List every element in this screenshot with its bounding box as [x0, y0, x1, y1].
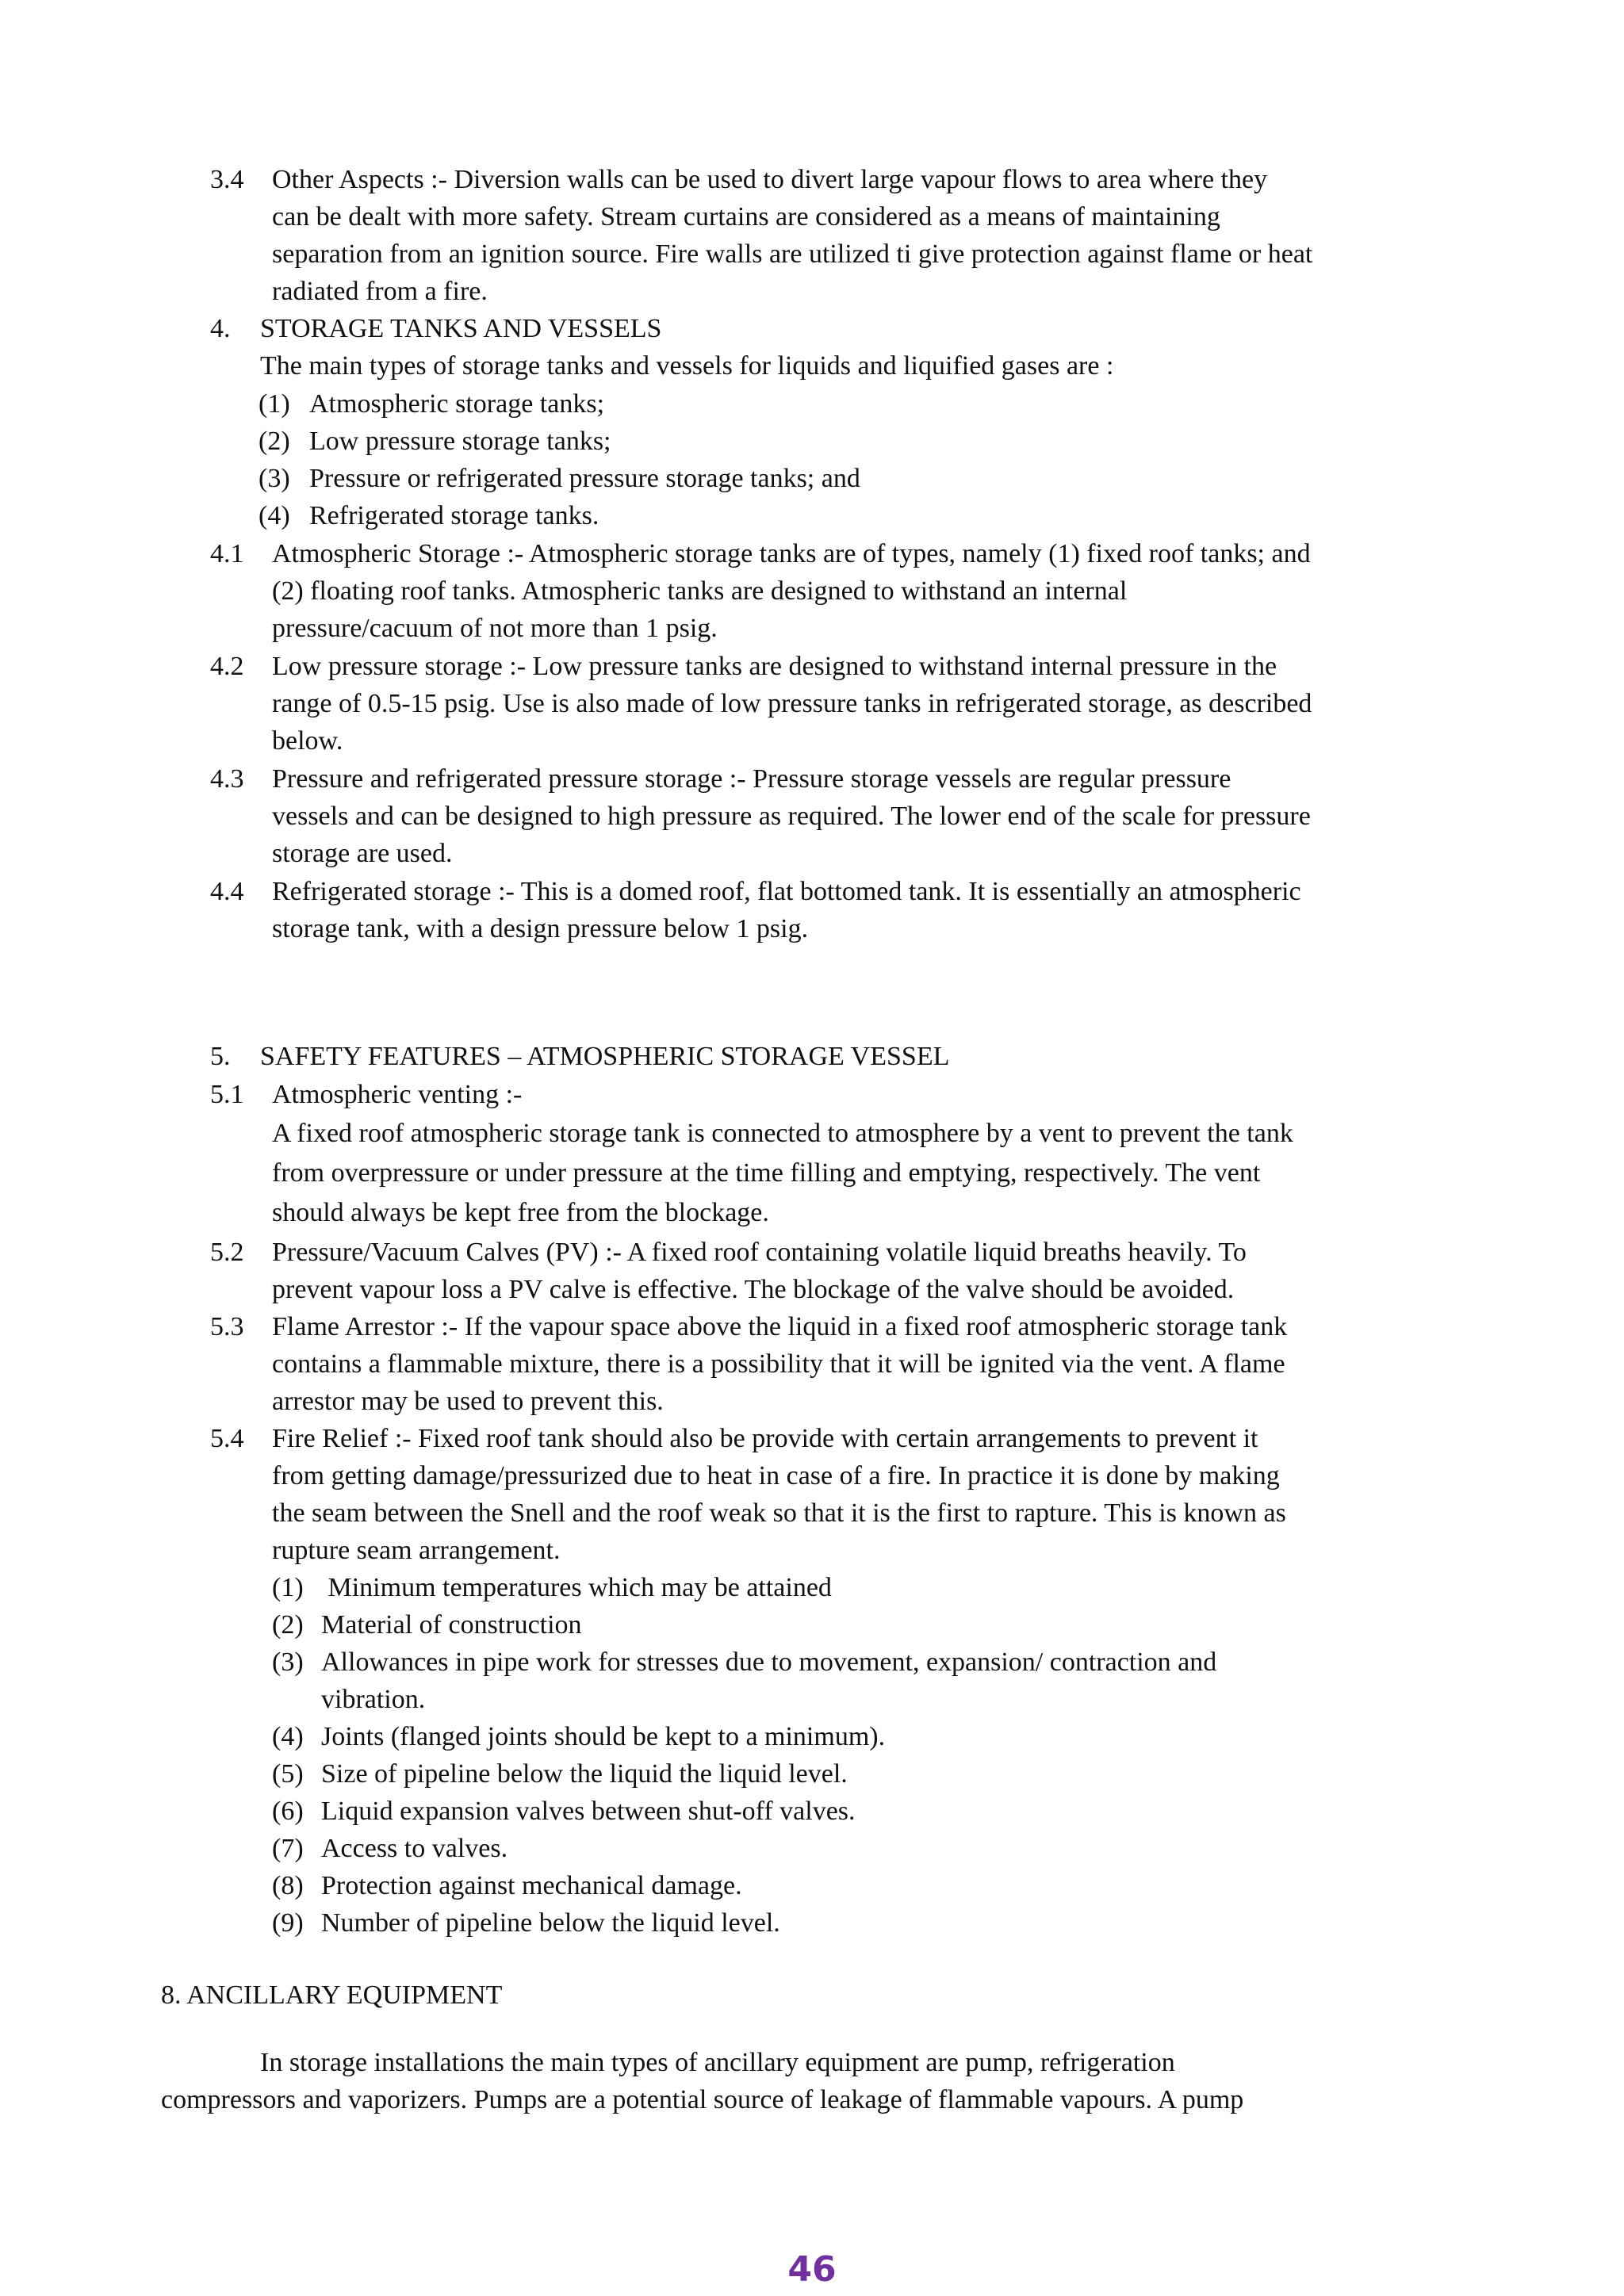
- paragraph-line: pressure/cacuum of not more than 1 psig.: [272, 614, 718, 643]
- section-heading: 8. ANCILLARY EQUIPMENT: [161, 1980, 503, 2010]
- section-number: 4.3: [210, 764, 244, 794]
- list-item: Allowances in pipe work for stresses due to movement, expansion/ contraction and: [321, 1647, 1217, 1677]
- paragraph-line: Pressure/Vacuum Calves (PV) :- A fixed roof containing volatile liquid breaths heavily. To: [272, 1238, 1247, 1267]
- paragraph-line: radiated from a fire.: [272, 277, 488, 306]
- paragraph-line: Atmospheric Storage :- Atmospheric storage tanks are of types, namely (1) fixed roof tanks; and: [272, 539, 1311, 568]
- list-item-number: (1): [272, 1573, 304, 1602]
- list-item: Material of construction: [321, 1610, 582, 1640]
- paragraph-line: Flame Arrestor :- If the vapour space above the liquid in a fixed roof atmospheric storage tank: [272, 1312, 1288, 1341]
- paragraph-line: Other Aspects :- Diversion walls can be used to divert large vapour flows to area where they: [272, 165, 1268, 194]
- list-item: Minimum temperatures which may be attained: [321, 1573, 832, 1602]
- paragraph-line: (2) floating roof tanks. Atmospheric tanks are designed to withstand an internal: [272, 576, 1128, 606]
- section-heading: STORAGE TANKS AND VESSELS: [260, 314, 662, 343]
- paragraph-line: vessels and can be designed to high pressure as required. The lower end of the scale for pressure: [272, 802, 1311, 831]
- paragraph-line: contains a flammable mixture, there is a possibility that it will be ignited via the vent. A flame: [272, 1349, 1285, 1379]
- list-item: Refrigerated storage tanks.: [309, 501, 599, 530]
- paragraph-line: Fire Relief :- Fixed roof tank should also be provide with certain arrangements to prevent it: [272, 1424, 1258, 1453]
- section-number: 4.: [210, 314, 231, 343]
- paragraph-line: storage tank, with a design pressure below 1 psig.: [272, 914, 809, 943]
- section-number: 4.2: [210, 652, 244, 681]
- list-item-number: (6): [272, 1797, 304, 1826]
- list-item: Joints (flanged joints should be kept to a minimum).: [321, 1722, 886, 1751]
- list-item: Size of pipeline below the liquid the liquid level.: [321, 1759, 848, 1789]
- list-item-number: (3): [259, 464, 290, 493]
- list-item-number: (2): [259, 427, 290, 456]
- list-item-number: (3): [272, 1647, 304, 1677]
- list-item-number: (5): [272, 1759, 304, 1789]
- section-number: 4.1: [210, 539, 244, 568]
- paragraph-line: range of 0.5-15 psig. Use is also made of low pressure tanks in refrigerated storage, as described: [272, 689, 1312, 718]
- paragraph-line: storage are used.: [272, 839, 453, 868]
- paragraph-line: from overpressure or under pressure at the time filling and emptying, respectively. The vent: [272, 1158, 1261, 1188]
- section-number: 5.2: [210, 1238, 244, 1267]
- paragraph-line: below.: [272, 726, 343, 756]
- list-item-number: (4): [259, 501, 290, 530]
- list-item-number: (9): [272, 1908, 304, 1938]
- section-number: 5.: [210, 1042, 231, 1071]
- section-number: 5.3: [210, 1312, 244, 1341]
- paragraph-line: compressors and vaporizers. Pumps are a potential source of leakage of flammable vapours. A pump: [161, 2085, 1244, 2114]
- list-item-number: (8): [272, 1871, 304, 1900]
- section-number: 3.4: [210, 165, 244, 194]
- paragraph-line: from getting damage/pressurized due to heat in case of a fire. In practice it is done by making: [272, 1461, 1280, 1490]
- paragraph-line: rupture seam arrangement.: [272, 1536, 561, 1565]
- list-item: Protection against mechanical damage.: [321, 1871, 742, 1900]
- list-item: Low pressure storage tanks;: [309, 427, 611, 456]
- list-item-number: (1): [259, 389, 290, 419]
- page-number: 46: [787, 2249, 837, 2290]
- section-number: 5.4: [210, 1424, 244, 1453]
- paragraph-line: can be dealt with more safety. Stream curtains are considered as a means of maintaining: [272, 202, 1220, 232]
- paragraph-line: the seam between the Snell and the roof weak so that it is the first to rapture. This is known as: [272, 1498, 1286, 1528]
- list-item: Access to valves.: [321, 1834, 508, 1863]
- paragraph-line: In storage installations the main types of ancillary equipment are pump, refrigeration: [260, 2048, 1175, 2077]
- paragraph-line: Low pressure storage :- Low pressure tanks are designed to withstand internal pressure in the: [272, 652, 1277, 681]
- section-number: 4.4: [210, 877, 244, 906]
- list-item: Liquid expansion valves between shut-off valves.: [321, 1797, 856, 1826]
- list-item-number: (7): [272, 1834, 304, 1863]
- paragraph-line: arrestor may be used to prevent this.: [272, 1387, 664, 1416]
- paragraph-line: Atmospheric venting :-: [272, 1080, 523, 1109]
- paragraph-line: separation from an ignition source. Fire walls are utilized ti give protection against flame or heat: [272, 239, 1313, 269]
- section-number: 5.1: [210, 1080, 244, 1109]
- paragraph-line: Refrigerated storage :- This is a domed roof, flat bottomed tank. It is essentially an atmospheric: [272, 877, 1301, 906]
- list-item: vibration.: [321, 1685, 426, 1714]
- list-item: Pressure or refrigerated pressure storage tanks; and: [309, 464, 860, 493]
- paragraph-line: should always be kept free from the blockage.: [272, 1198, 769, 1227]
- list-item: Atmospheric storage tanks;: [309, 389, 605, 419]
- paragraph-line: prevent vapour loss a PV calve is effective. The blockage of the valve should be avoided.: [272, 1275, 1235, 1304]
- paragraph-line: Pressure and refrigerated pressure storage :- Pressure storage vessels are regular pressure: [272, 764, 1231, 794]
- list-item-number: (4): [272, 1722, 304, 1751]
- section-heading: SAFETY FEATURES – ATMOSPHERIC STORAGE VESSEL: [260, 1042, 950, 1071]
- list-item: Number of pipeline below the liquid level.: [321, 1908, 780, 1938]
- paragraph-line: The main types of storage tanks and vessels for liquids and liquified gases are :: [260, 351, 1114, 381]
- list-item-number: (2): [272, 1610, 304, 1640]
- paragraph-line: A fixed roof atmospheric storage tank is connected to atmosphere by a vent to prevent the tank: [272, 1119, 1293, 1148]
